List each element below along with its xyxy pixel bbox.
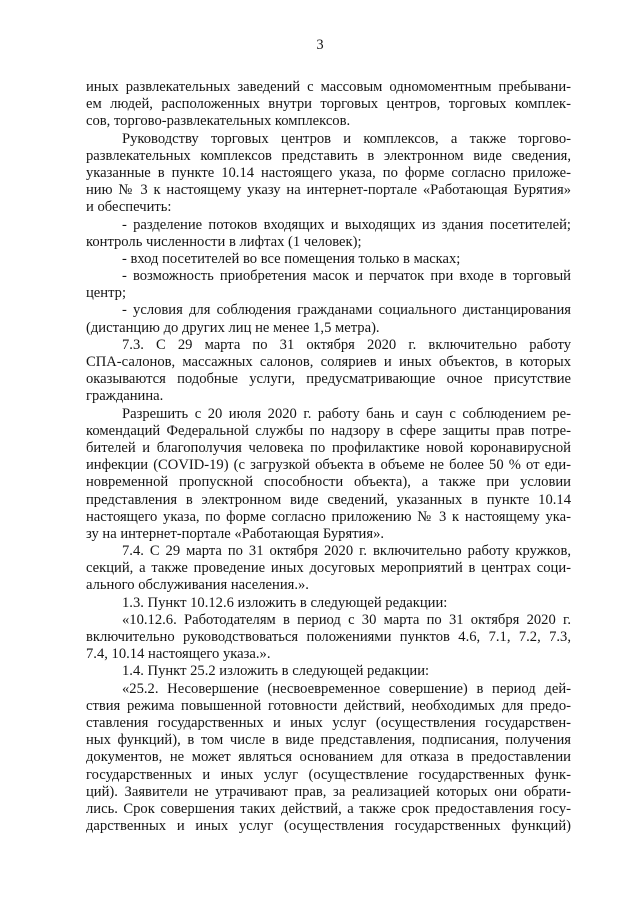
- text-line: дарственных и иных услуг (осуществления государственных функций): [86, 818, 571, 835]
- text-line: ных функций), в том числе в виде представления, подписания, получения: [86, 732, 571, 749]
- text-line: ем людей, расположенных внутри торговых центров, торговых комплек-: [86, 96, 571, 113]
- text-line: и обеспечить:: [86, 199, 172, 216]
- text-line: центр;: [86, 285, 127, 302]
- text-line: 7.4, 10.14 настоящего указа.».: [86, 646, 271, 663]
- text-line: контроль численности в лифтах (1 человек);: [86, 233, 362, 250]
- text-line: 1.4. Пункт 25.2 изложить в следующей редакции:: [122, 663, 430, 680]
- text-line: развлекательных комплексов представить в электронном виде сведения,: [86, 147, 571, 164]
- text-line: «25.2. Несовершение (несвоевременное совершение) в период дей-: [122, 680, 571, 697]
- text-line: ального обслуживания населения.».: [86, 577, 309, 594]
- text-line: 7.3. С 29 марта по 31 октября 2020 г. включительно работу: [122, 336, 571, 353]
- text-line: - условия для соблюдения гражданами социального дистанцирования: [122, 302, 571, 319]
- text-line: указанные в пункте 10.14 настоящего указа, по форме согласно приложе-: [86, 164, 571, 181]
- text-line: гражданина.: [86, 388, 164, 405]
- text-line: документов, не может являться основанием для отказа в предоставлении: [86, 749, 571, 766]
- text-line: настоящего указа, по форме согласно приложению № 3 к настоящему ука-: [86, 508, 571, 525]
- text-line: секций, а также проведение иных досуговых мероприятий в центрах соци-: [86, 560, 571, 577]
- text-line: оказываются подобные услуги, предусматривающие очное присутствие: [86, 371, 571, 388]
- text-line: «10.12.6. Работодателям в период с 30 марта по 31 октября 2020 г.: [122, 611, 571, 628]
- text-line: - разделение потоков входящих и выходящих из здания посетителей;: [122, 216, 571, 233]
- text-line: - возможность приобретения масок и перчаток при входе в торговый: [122, 268, 571, 285]
- text-line: зу на интернет-портале «Работающая Бурятия».: [86, 525, 385, 542]
- text-line: ций). Заявители не утрачивают прав, за реализацией которых они обрати-: [86, 783, 571, 800]
- text-line: иных развлекательных заведений с массовым одномоментным пребывани-: [86, 79, 571, 95]
- text-line: представления в электронном виде сведений, указанных в пункте 10.14: [86, 491, 571, 508]
- text-line: ставления государственных и иных услуг (осуществления государствен-: [86, 714, 571, 731]
- text-line: 1.3. Пункт 10.12.6 изложить в следующей редакции:: [122, 594, 448, 611]
- text-line: Разрешить с 20 июля 2020 г. работу бань и саун с соблюдением ре-: [122, 405, 571, 422]
- text-line: (дистанцию до других лиц не менее 1,5 метра).: [86, 319, 380, 336]
- text-line: - вход посетителей во все помещения только в масках;: [122, 250, 461, 267]
- text-line: сов, торгово-развлекательных комплексов.: [86, 113, 351, 130]
- text-line: новременной пропускной способности объекта), а также при условии: [86, 474, 571, 491]
- text-line: государственных и иных услуг (осуществление государственных функ-: [86, 766, 571, 783]
- text-line: 7.4. С 29 марта по 31 октября 2020 г. включительно работу кружков,: [122, 543, 571, 560]
- text-line: СПА-салонов, массажных салонов, соляриев и иных объектов, в которых: [86, 354, 571, 370]
- text-line: комендаций Федеральной службы по надзору в сфере защиты прав потре-: [86, 422, 571, 439]
- text-line: Руководству торговых центров и комплексов, а также торгово-: [122, 130, 571, 147]
- page-number: 3: [316, 37, 324, 53]
- text-line: включительно руководствоваться положениями пунктов 4.6, 7.1, 7.2, 7.3,: [86, 629, 571, 645]
- text-line: бителей и благополучия человека по профилактике новой коронавирусной: [86, 439, 571, 456]
- text-line: нию № 3 к настоящему указу на интернет-портале «Работающая Бурятия»: [86, 182, 571, 199]
- body-text: [86, 79, 571, 835]
- text-line: инфекции (COVID-19) (с загрузкой объекта в объеме не более 50 % от еди-: [86, 457, 571, 474]
- text-line: лись. Срок совершения таких действий, а также срок предоставления госу-: [86, 800, 571, 817]
- text-line: ствия режима повышенной готовности действий, необходимых для предо-: [86, 697, 571, 714]
